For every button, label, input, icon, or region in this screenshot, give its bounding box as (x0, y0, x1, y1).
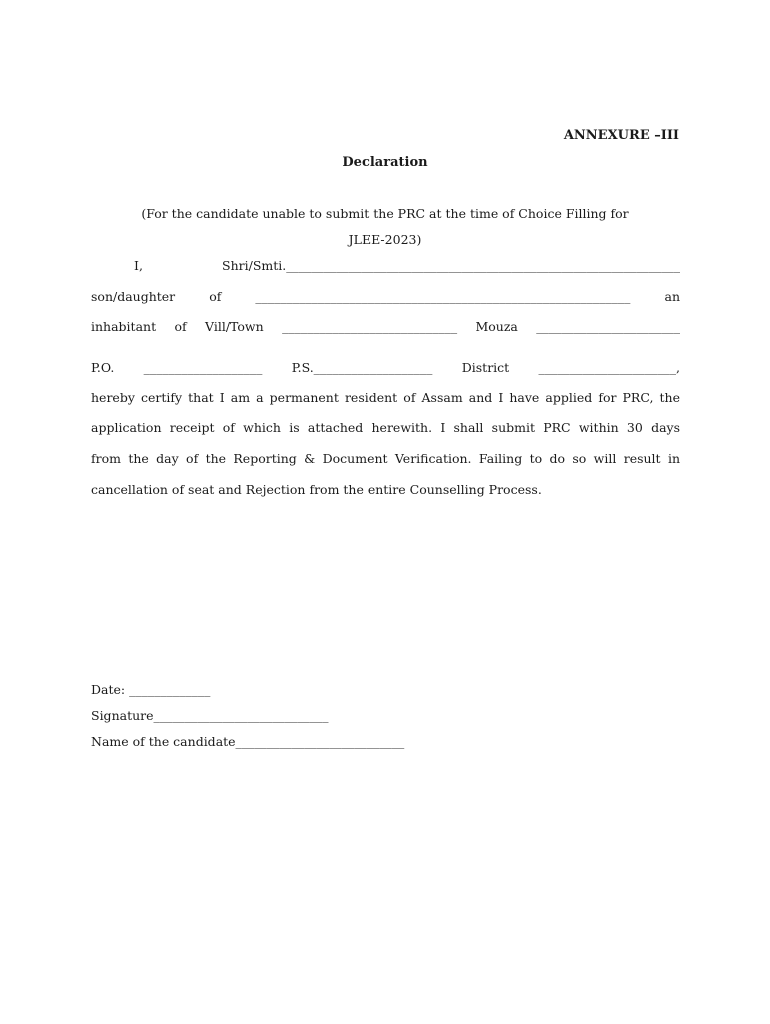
signature-field: Signature____________________________ (91, 708, 329, 723)
declaration-paragraph-line-1: hereby certify that I am a permanent resident of Assam and I have applied for PRC, the (91, 390, 680, 405)
declaration-paragraph-line-3: from the day of the Reporting & Document Verification. Failing to do so will result in (91, 451, 680, 466)
date-field: Date: _____________ (91, 682, 211, 697)
document-title: Declaration (342, 155, 428, 170)
parent-field-line: son/daughter of ____________________________________________________________ an (91, 289, 680, 304)
name-field-line: I, Shri/Smti._______________________________________________________________ (134, 258, 680, 273)
village-mouza-field-line: inhabitant of Vill/Town ____________________________ Mouza _______________________ (91, 319, 680, 334)
intro-line-1: (For the candidate unable to submit the PRC at the time of Choice Filling for (141, 206, 629, 221)
po-ps-district-field-line: P.O. ___________________ P.S.___________________ District ______________________, (91, 360, 680, 375)
annexure-label: ANNEXURE –III (563, 128, 679, 143)
intro-line-2: JLEE-2023) (348, 232, 422, 247)
candidate-name-field: Name of the candidate___________________________ (91, 734, 405, 749)
declaration-paragraph-line-2: application receipt of which is attached herewith. I shall submit PRC within 30 days (91, 420, 680, 435)
declaration-paragraph-line-4: cancellation of seat and Rejection from the entire Counselling Process. (91, 482, 542, 497)
